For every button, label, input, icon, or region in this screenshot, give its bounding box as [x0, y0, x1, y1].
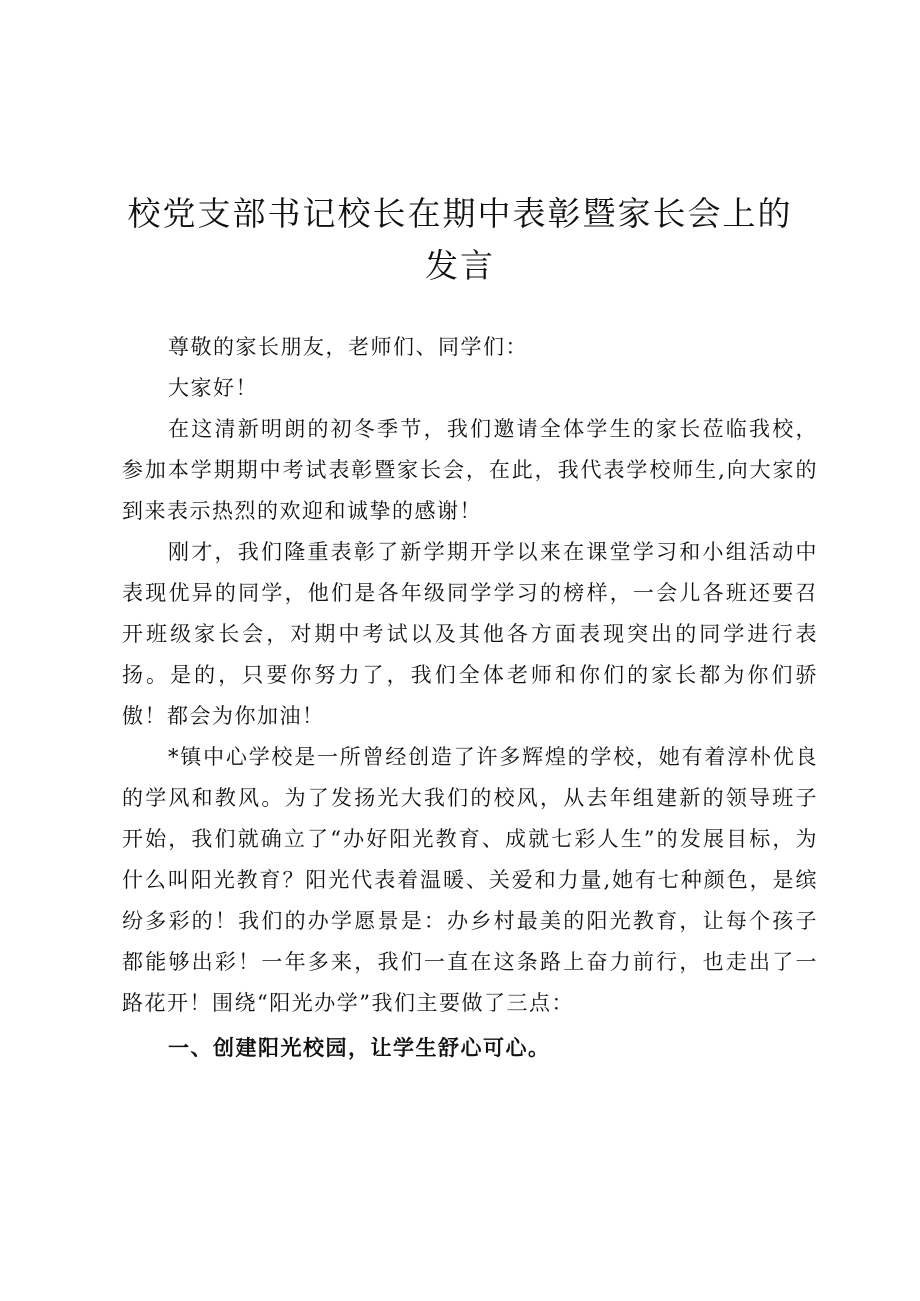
paragraph-welcome: 在这清新明朗的初冬季节，我们邀请全体学生的家长莅临我校，参加本学期期中考试表彰暨家长会，在此，我代表学校师生,向大家的到来表示热烈的欢迎和诚挚的感谢！ — [122, 417, 818, 523]
paragraph-commendation: 刚才，我们隆重表彰了新学期开学以来在课堂学习和小组活动中表现优异的同学，他们是各年级同学学习的榜样，一会儿各班还要召开班级家长会，对期中考试以及其他各方面表现突出的同学进行表扬。是的，只要你努力了，我们全体老师和你们的家长都为你们骄傲！都会为你加油！ — [122, 540, 818, 728]
document-body — [122, 327, 818, 1068]
document-title: 校党支部书记校长在期中表彰暨家长会上的发言 — [127, 194, 793, 285]
greeting: 大家好！ — [168, 376, 258, 400]
salutation: 尊敬的家长朋友，老师们、同学们： — [168, 335, 528, 359]
section-heading: 一、创建阳光校园，让学生舒心可心。 — [168, 1035, 551, 1060]
paragraph-school-vision: *镇中心学校是一所曾经创造了许多辉煌的学校，她有着淳朴优良的学风和教风。为了发扬光大我们的校风，从去年组建新的领导班子开始，我们就确立了“办好阳光教育、成就七彩人生”的发展目标，为什么叫阳光教育？阳光代表着温暖、关爱和力量,她有七种颜色，是缤纷多彩的！我们的办学愿景是：办乡村最美的阳光教育，让每个孩子都能够出彩！一年多来，我们一直在这条路上奋力前行，也走出了一路花开！围绕“阳光办学”我们主要做了三点： — [122, 745, 818, 1015]
